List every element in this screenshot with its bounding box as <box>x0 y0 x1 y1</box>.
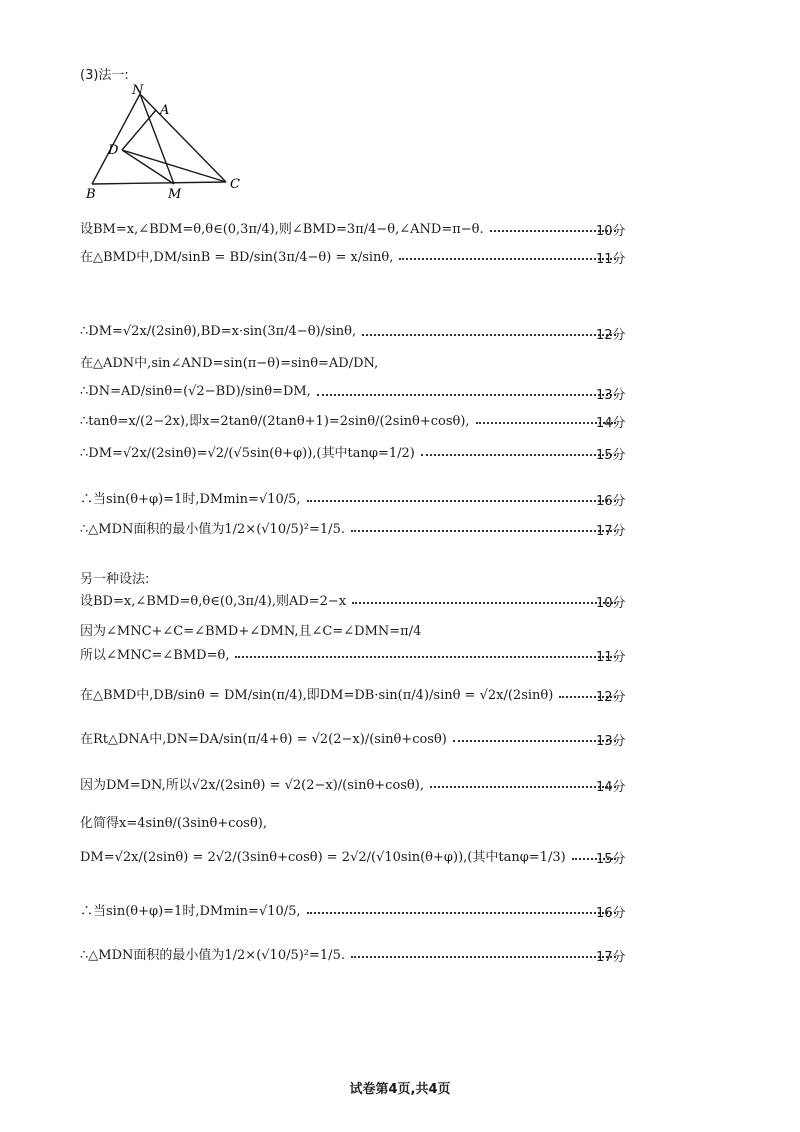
segment-DM <box>122 150 174 184</box>
m1-line-7-text: ∴DM=√2x/(2sinθ)=√2/(√5sin(θ+φ)),(其中tanφ=1/2) <box>80 445 415 461</box>
triangle-figure <box>80 84 250 200</box>
m1-line-1-text: 设BM=x,∠BDM=θ,θ∈(0,3π/4),则∠BMD=3π/4−θ,∠AND=π−θ. <box>80 221 484 237</box>
page-footer: 试卷第4页,共4页 <box>349 1082 451 1097</box>
m1-line-6-text: ∴tanθ=x/(2−2x),即x=2tanθ/(2tanθ+1)=2sinθ/(2sinθ+cosθ), <box>80 413 470 429</box>
m1-points-7: 15分 <box>596 448 626 463</box>
solution-heading: (3)法一: <box>80 68 129 83</box>
m1-line-2-text: 在△BMD中,DM/sinB = BD/sin(3π/4−θ) = x/sinθ, <box>80 249 394 265</box>
m1-line-2 <box>80 242 622 268</box>
m1-line-5-text: ∴DN=AD/sinθ=(√2−BD)/sinθ=DM, <box>80 383 311 399</box>
m2-line-5 <box>80 724 622 750</box>
m2-line-6-text: 因为DM=DN,所以√2x/(2sinθ) = √2(2−x)/(sinθ+cosθ), <box>80 777 424 793</box>
m1-line-5 <box>80 378 622 404</box>
m1-line-9 <box>80 514 622 540</box>
m2-points-9: 16分 <box>596 906 626 921</box>
m1-line-1 <box>80 214 622 240</box>
m1-points-9: 17分 <box>596 524 626 539</box>
m2-line-4-text: 在△BMD中,DB/sinθ = DM/sin(π/4),即DM=DB·sin(π/4)/sinθ = √2x/(2sinθ) <box>80 687 554 703</box>
m2-line-1 <box>80 586 622 612</box>
segment-DA <box>122 110 156 150</box>
m1-points-3: 12分 <box>596 328 626 343</box>
m2-line-10 <box>80 940 622 966</box>
m1-points-1: 10分 <box>596 224 626 239</box>
m2-line-6 <box>80 770 622 796</box>
m1-points-6: 14分 <box>596 416 626 431</box>
m2-points-3: 11分 <box>596 650 626 665</box>
m2-line-8-text: DM=√2x/(2sinθ) = 2√2/(3sinθ+cosθ) = 2√2/(√10sin(θ+φ)),(其中tanφ=1/3) <box>80 849 566 865</box>
m2-points-4: 12分 <box>596 690 626 705</box>
m1-line-3-text: ∴DM=√2x/(2sinθ),BD=x·sin(3π/4−θ)/sinθ, <box>80 323 357 339</box>
m1-line-7 <box>80 438 622 464</box>
m2-line-2-text: 因为∠MNC+∠C=∠BMD+∠DMN,且∠C=∠DMN=π/4 <box>80 623 422 639</box>
m2-line-3-text: 所以∠MNC=∠BMD=θ, <box>80 647 230 663</box>
label-C: C <box>230 177 240 192</box>
m1-line-4-text: 在△ADN中,sin∠AND=sin(π−θ)=sinθ=AD/DN, <box>80 355 379 371</box>
m2-line-8 <box>80 842 622 868</box>
m1-line-8 <box>80 484 622 510</box>
m2-line-9-text: ∴当sin(θ+φ)=1时,DMmin=√10/5, <box>80 903 301 919</box>
m1-line-6 <box>80 406 622 432</box>
m2-line-2 <box>80 616 622 642</box>
m2-line-9 <box>80 896 622 922</box>
m2-line-4 <box>80 680 622 706</box>
m2-points-1: 10分 <box>596 596 626 611</box>
m2-points-8: 15分 <box>596 852 626 867</box>
m2-line-7 <box>80 808 622 834</box>
m1-points-8: 16分 <box>596 494 626 509</box>
m1-points-5: 13分 <box>596 388 626 403</box>
label-B: B <box>86 187 96 200</box>
segment-BN <box>92 94 140 184</box>
m1-points-2: 11分 <box>596 252 626 267</box>
label-A: A <box>160 103 170 118</box>
m2-line-10-text: ∴△MDN面积的最小值为1/2×(√10/5)²=1/5. <box>80 947 345 963</box>
m2-points-5: 13分 <box>596 734 626 749</box>
m1-line-9-text: ∴△MDN面积的最小值为1/2×(√10/5)²=1/5. <box>80 521 345 537</box>
m2-line-7-text: 化简得x=4sinθ/(3sinθ+cosθ), <box>80 815 267 831</box>
m2-points-6: 14分 <box>596 780 626 795</box>
label-M: M <box>168 187 182 200</box>
m2-line-3 <box>80 640 622 666</box>
m1-line-4 <box>80 348 622 374</box>
label-D: D <box>108 143 119 158</box>
m1-line-8-text: ∴当sin(θ+φ)=1时,DMmin=√10/5, <box>80 491 301 507</box>
m1-line-3 <box>80 318 622 344</box>
m2-points-10: 17分 <box>596 950 626 965</box>
m2-line-1-text: 设BD=x,∠BMD=θ,θ∈(0,3π/4),则AD=2−x <box>80 593 347 609</box>
label-N: N <box>132 84 144 98</box>
method2-heading: 另一种设法: <box>80 572 150 587</box>
m2-line-5-text: 在Rt△DNA中,DN=DA/sin(π/4+θ) = √2(2−x)/(sinθ+cosθ) <box>80 731 447 747</box>
segment-BC <box>92 182 226 184</box>
